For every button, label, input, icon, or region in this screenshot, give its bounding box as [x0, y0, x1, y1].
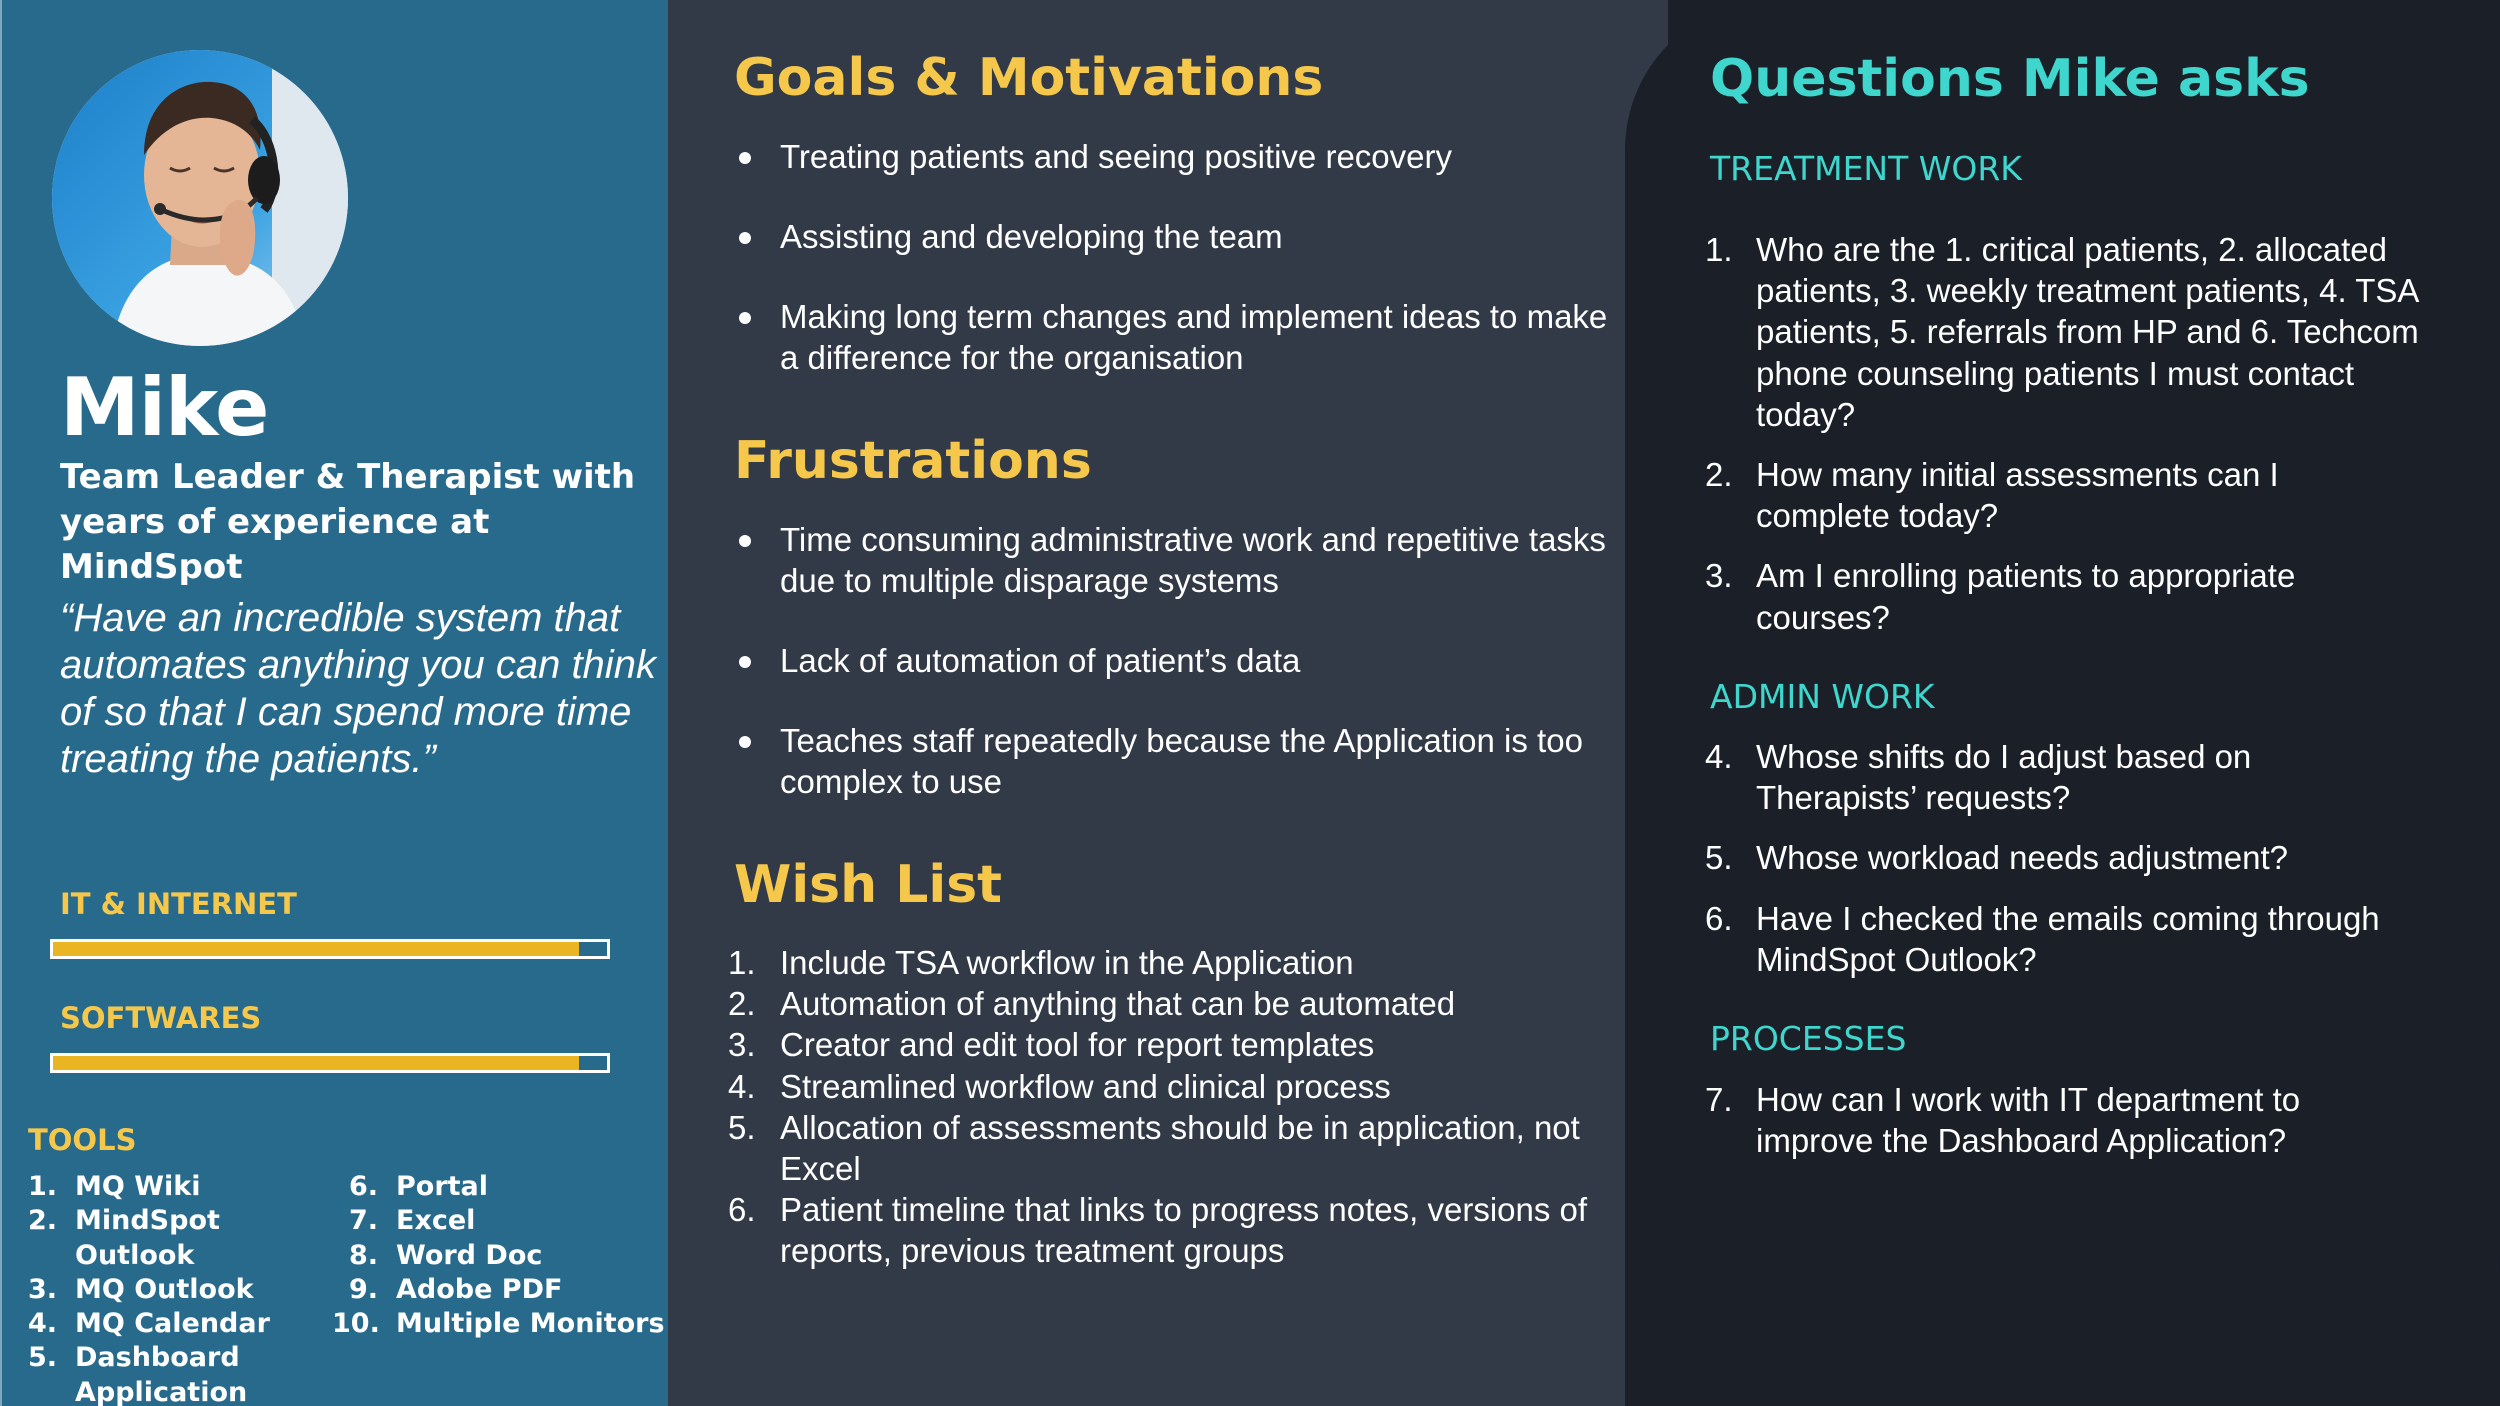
skill-bar-softwares — [50, 1053, 610, 1073]
frustrations-list — [734, 519, 1614, 841]
tool-item: 4. MQ Calendar — [28, 1307, 348, 1341]
tool-name: Multiple Monitors — [396, 1308, 665, 1340]
frustrations-heading: Frustrations — [734, 431, 1092, 491]
question-item: 4. Whose shifts do I adjust based on Therapists’ requests? — [1705, 738, 2252, 817]
tool-item: 3. MQ Outlook — [28, 1273, 348, 1307]
avatar — [52, 50, 348, 346]
tool-item: 9. Adobe PDF — [332, 1273, 668, 1307]
admin-questions-list — [1705, 736, 2425, 999]
wishlist-item: 5. Allocation of assessments should be in application, not Excel — [728, 1108, 1580, 1188]
tool-item: 8. Word Doc — [332, 1239, 668, 1273]
tool-name: MQ Wiki — [75, 1171, 201, 1202]
person-name: Mike — [60, 361, 269, 454]
wishlist-list — [728, 942, 1648, 1272]
question-item: 2. How many initial assessments can I complete today? — [1705, 456, 2279, 535]
wishlist-item: 1. Include TSA workflow in the Application — [728, 944, 1354, 981]
goal-item: Assisting and developing the team — [734, 216, 1614, 257]
tool-name: MQ Calendar — [75, 1308, 270, 1340]
tool-item: 10. Multiple Monitors — [332, 1307, 668, 1341]
frustration-item: Time consuming administrative work and repetitive tasks due to multiple disparage systems — [734, 519, 1614, 601]
tool-name: Word Doc — [396, 1239, 543, 1271]
goal-item: Treating patients and seeing positive recovery — [734, 136, 1614, 177]
person-role: Team Leader & Therapist with years of experience at MindSpot — [60, 457, 636, 587]
question-item: 3. Am I enrolling patients to appropriate courses? — [1705, 557, 2296, 636]
tools-heading: TOOLS — [28, 1123, 137, 1157]
tool-name: Adobe PDF — [396, 1273, 563, 1305]
frustration-item: Lack of automation of patient’s data — [734, 640, 1614, 681]
goal-item: Making long term changes and implement ideas to make a difference for the organisation — [734, 296, 1614, 378]
goals-heading: Goals & Motivations — [734, 48, 1324, 108]
question-item: 6. Have I checked the emails coming through MindSpot Outlook? — [1705, 899, 2380, 978]
person-quote: “Have an incredible system that automates anything you can think of so that I can spend more time treating the patients.” — [60, 596, 656, 781]
skill-label-it: IT & INTERNET — [60, 887, 297, 921]
tool-item: 6. Portal — [332, 1170, 668, 1204]
wishlist-item: 4. Streamlined workflow and clinical process — [728, 1067, 1391, 1105]
processes-questions-list — [1705, 1079, 2425, 1180]
profile-panel — [0, 0, 668, 1406]
frustration-item: Teaches staff repeatedly because the Application is too complex to use — [734, 720, 1614, 802]
avatar-photo — [52, 50, 348, 346]
panel-edge — [0, 0, 2, 1406]
section-treatment-work: TREATMENT WORK — [1710, 149, 2022, 188]
question-item: 5. Whose workload needs adjustment? — [1705, 839, 2288, 877]
wishlist-item: 2. Automation of anything that can be automated — [728, 985, 1456, 1023]
skill-fill-it — [53, 942, 579, 956]
wishlist-heading: Wish List — [734, 855, 1003, 915]
question-item: 7. How can I work with IT department to improve the Dashboard Application? — [1705, 1081, 2301, 1160]
question-item: 1. Who are the 1. critical patients, 2. allocated patients, 3. weekly treatment patients, 4. TSA patients, 5. referrals from HP and 6. Techcom phone counseling patients I must contact today? — [1705, 231, 2419, 433]
questions-panel — [1625, 0, 2500, 1406]
section-admin-work: ADMIN WORK — [1710, 677, 1935, 716]
tool-name: MQ Outlook — [75, 1273, 254, 1305]
tool-item: 7. Excel — [332, 1204, 668, 1238]
skill-label-softwares: SOFTWARES — [60, 1001, 262, 1035]
tool-name: Portal — [396, 1171, 489, 1202]
skill-bar-it — [50, 939, 610, 959]
tool-name: MindSpot Outlook — [75, 1205, 220, 1271]
section-processes: PROCESSES — [1710, 1019, 1907, 1058]
tool-item: 2. MindSpot Outlook — [28, 1204, 348, 1273]
tool-name: Excel — [396, 1205, 476, 1237]
treatment-questions-list — [1705, 229, 2425, 657]
wishlist-item: 6. Patient timeline that links to progress notes, versions of reports, previous treatment groups — [728, 1191, 1588, 1270]
questions-heading: Questions Mike asks — [1710, 49, 2310, 109]
tool-item: 5. Dashboard Application — [28, 1341, 348, 1406]
tool-item: 1. MQ Wiki — [28, 1170, 348, 1204]
wishlist-item: 3. Creator and edit tool for report templates — [728, 1026, 1375, 1064]
tools-list-column-1 — [28, 1170, 348, 1406]
skill-fill-softwares — [53, 1056, 579, 1070]
goals-list — [734, 136, 1614, 417]
tool-name: Dashboard Application — [75, 1342, 248, 1406]
tools-list-column-2 — [332, 1170, 668, 1341]
goals-panel — [668, 0, 1668, 1406]
